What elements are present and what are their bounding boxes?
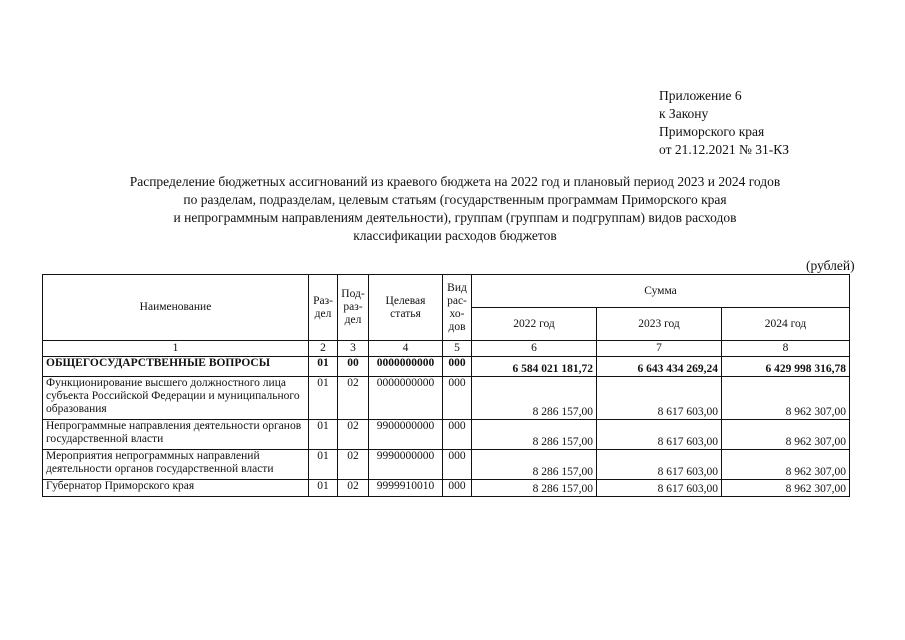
title-line: Распределение бюджетных ассигнований из краевого бюджета на 2022 год и плановый период 2023 и 2024 годов — [129, 174, 781, 189]
row-type: 000 — [443, 480, 472, 497]
row-sum-2024: 8 962 307,00 — [722, 480, 850, 497]
row-name: Функционирование высшего должностного лица субъекта Российской Федерации и муниципального образования — [43, 377, 309, 420]
row-name: ОБЩЕГОСУДАРСТВЕННЫЕ ВОПРОСЫ — [43, 357, 309, 377]
column-number: 2 — [309, 341, 338, 357]
column-number: 7 — [597, 341, 722, 357]
header-2022: 2022 год — [472, 308, 597, 341]
row-section: 01 — [309, 357, 338, 377]
row-name: Губернатор Приморского края — [43, 480, 309, 497]
row-subsection: 00 — [338, 357, 369, 377]
title-line: по разделам, подразделам, целевым статьям (государственным программам Приморского края — [183, 192, 727, 207]
row-sum-2022: 8 286 157,00 — [472, 480, 597, 497]
row-sum-2023: 8 617 603,00 — [597, 480, 722, 497]
row-sum-2024: 8 962 307,00 — [722, 377, 850, 420]
row-subsection: 02 — [338, 377, 369, 420]
row-sum-2023: 8 617 603,00 — [597, 377, 722, 420]
row-sum-2024: 8 962 307,00 — [722, 450, 850, 480]
row-sum-2022: 8 286 157,00 — [472, 420, 597, 450]
row-type: 000 — [443, 357, 472, 377]
row-sum-2024: 8 962 307,00 — [722, 420, 850, 450]
row-target: 0000000000 — [369, 377, 443, 420]
row-sum-2024: 6 429 998 316,78 — [722, 357, 850, 377]
row-target: 0000000000 — [369, 357, 443, 377]
header-sum: Сумма — [472, 275, 850, 308]
column-number: 3 — [338, 341, 369, 357]
row-section: 01 — [309, 420, 338, 450]
column-number: 5 — [443, 341, 472, 357]
row-section: 01 — [309, 377, 338, 420]
row-name: Мероприятия непрограммных направлений деятельности органов государственной власти — [43, 450, 309, 480]
row-target: 9990000000 — [369, 450, 443, 480]
header-subsection: Под- раз- дел — [338, 275, 369, 341]
table-row — [43, 480, 850, 497]
row-target: 9900000000 — [369, 420, 443, 450]
column-number: 6 — [472, 341, 597, 357]
appendix-line: от 21.12.2021 № 31-КЗ — [659, 142, 789, 157]
title-line: и непрограммным направлениям деятельности), группам (группам и подгруппам) видов расходов — [173, 210, 737, 225]
table-row — [43, 450, 850, 480]
appendix-line: Приморского края — [659, 124, 765, 139]
budget-table — [42, 274, 850, 497]
table-row — [43, 357, 850, 377]
row-name: Непрограммные направления деятельности органов государственной власти — [43, 420, 309, 450]
row-sum-2022: 8 286 157,00 — [472, 377, 597, 420]
row-section: 01 — [309, 450, 338, 480]
row-subsection: 02 — [338, 420, 369, 450]
row-subsection: 02 — [338, 480, 369, 497]
column-number-row — [43, 341, 850, 357]
row-subsection: 02 — [338, 450, 369, 480]
row-sum-2023: 8 617 603,00 — [597, 420, 722, 450]
header-name: Наименование — [43, 275, 309, 341]
document-title — [60, 173, 850, 245]
table-row — [43, 420, 850, 450]
row-type: 000 — [443, 450, 472, 480]
row-section: 01 — [309, 480, 338, 497]
header-type: Вид рас- хо- дов — [443, 275, 472, 341]
row-sum-2022: 6 584 021 181,72 — [472, 357, 597, 377]
header-section: Раз- дел — [309, 275, 338, 341]
table-row — [43, 377, 850, 420]
row-sum-2022: 8 286 157,00 — [472, 450, 597, 480]
header-2023: 2023 год — [597, 308, 722, 341]
appendix-line: к Закону — [659, 106, 709, 121]
column-number: 4 — [369, 341, 443, 357]
title-line: классификации расходов бюджетов — [353, 228, 557, 243]
row-type: 000 — [443, 420, 472, 450]
row-type: 000 — [443, 377, 472, 420]
header-target: Целевая статья — [369, 275, 443, 341]
column-number: 8 — [722, 341, 850, 357]
appendix-line: Приложение 6 — [659, 88, 742, 103]
column-number: 1 — [43, 341, 309, 357]
row-target: 9999910010 — [369, 480, 443, 497]
header-2024: 2024 год — [722, 308, 850, 341]
appendix-block — [659, 87, 789, 159]
row-sum-2023: 6 643 434 269,24 — [597, 357, 722, 377]
units-label: (рублей) — [806, 258, 855, 273]
row-sum-2023: 8 617 603,00 — [597, 450, 722, 480]
